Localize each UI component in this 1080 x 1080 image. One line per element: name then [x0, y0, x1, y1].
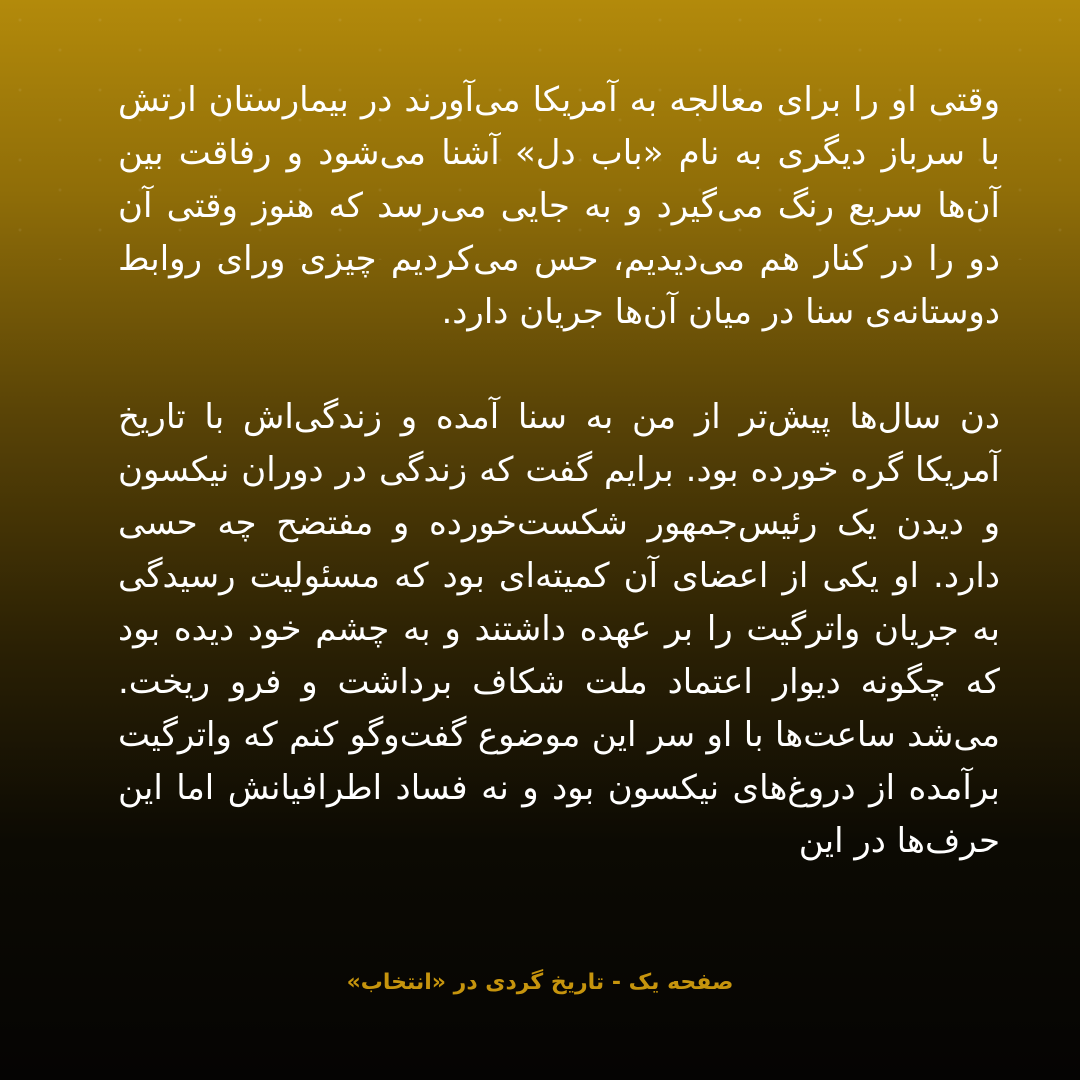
- article-paragraph-2: دن سال‌ها پیش‌تر از من به سنا آمده و زندگی‌اش با تاریخ آمریکا گره خورده بود. برایم گفت که زندگی در دوران نیکسون و دیدن یک رئیس‌جمهور شکست‌خورده و مفتضح چه حسی دارد. او یکی از اعضای آن کمیته‌ای بود که مسئولیت رسیدگی به جریان واترگیت را بر عهده داشتند و به چشم خود دیده بود که چگونه دیوار اعتماد ملت شکاف برداشت و فرو ریخت. می‌شد ساعت‌ها با او سر این موضوع گفت‌وگو کنم که واترگیت برآمده از دروغ‌های نیکسون بود و نه فساد اطرافیانش اما این حرف‌ها در این: [118, 397, 1000, 861]
- article-content: [118, 74, 1000, 868]
- page-caption: صفحه یک - تاریخ گردی در «انتخاب»: [346, 970, 734, 995]
- article-paragraph-1: وقتی او را برای معالجه به آمریکا می‌آورند در بیمارستان ارتش با سرباز دیگری به نام «باب دل» آشنا می‌شود و رفاقت بین آن‌ها سریع رنگ می‌گیرد و به جایی می‌رسد که هنوز وقتی آن دو را در کنار هم می‌دیدیم، حس می‌کردیم چیزی ورای روابط دوستانه‌ی سنا در میان آن‌ها جریان دارد.: [118, 80, 1000, 332]
